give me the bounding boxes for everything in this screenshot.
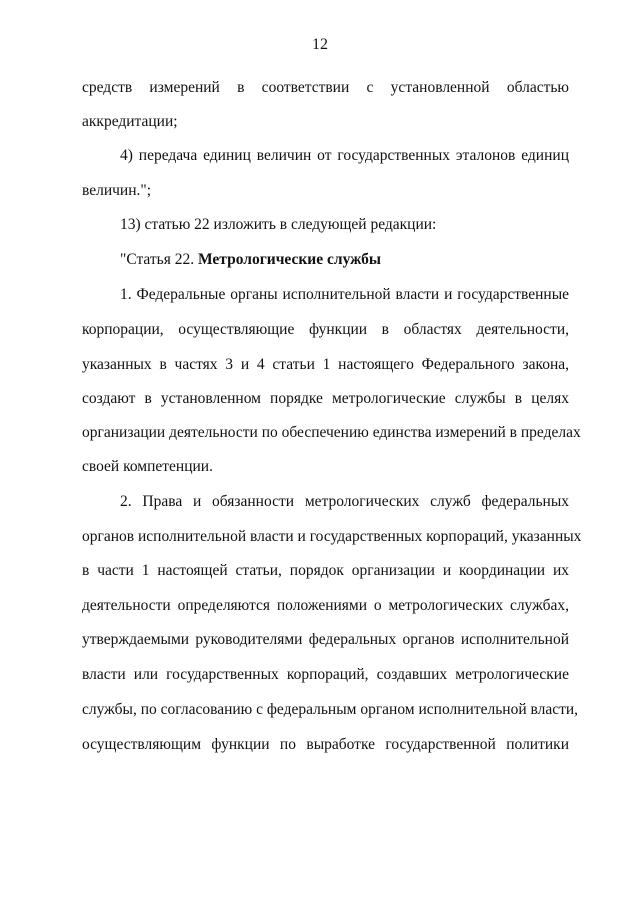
text-line: утверждаемыми руководителями федеральных органов исполнительной [82, 631, 569, 648]
text-line: указанных в частях 3 и 4 статьи 1 настоящего Федерального закона, [82, 356, 569, 373]
text-line: величин."; [82, 182, 152, 199]
article-number: "Статья 22. [120, 251, 195, 268]
text-line: аккредитации; [82, 113, 178, 130]
article-title: Метрологические службы [198, 251, 382, 268]
text-line: в части 1 настоящей статьи, порядок организации и координации их [82, 562, 569, 579]
text-line: создают в установленном порядке метрологические службы в целях [82, 390, 569, 407]
text-line: деятельности определяются положениями о метрологических службах, [82, 597, 569, 614]
page-number: 12 [312, 36, 328, 53]
text-line: власти или государственных корпораций, создавших метрологические [82, 666, 569, 683]
text-line: службы, по согласованию с федеральным органом исполнительной власти, [82, 701, 579, 718]
text-line: органов исполнительной власти и государственных корпораций, указанных [82, 528, 582, 545]
text-line: 2. Права и обязанности метрологических служб федеральных [120, 493, 569, 510]
text-line: 13) статью 22 изложить в следующей редакции: [120, 216, 437, 233]
text-line: корпорации, осуществляющие функции в областях деятельности, [82, 321, 569, 338]
text-line: своей компетенции. [82, 458, 213, 475]
text-line: 4) передача единиц величин от государственных эталонов единиц [120, 147, 569, 164]
text-line: осуществляющим функции по выработке государственной политики [82, 736, 569, 753]
text-line: 1. Федеральные органы исполнительной власти и государственные [120, 286, 569, 303]
text-line: средств измерений в соответствии с установленной областью [82, 79, 569, 96]
text-line: организации деятельности по обеспечению единства измерений в пределах [82, 424, 581, 441]
article-heading [120, 250, 381, 270]
